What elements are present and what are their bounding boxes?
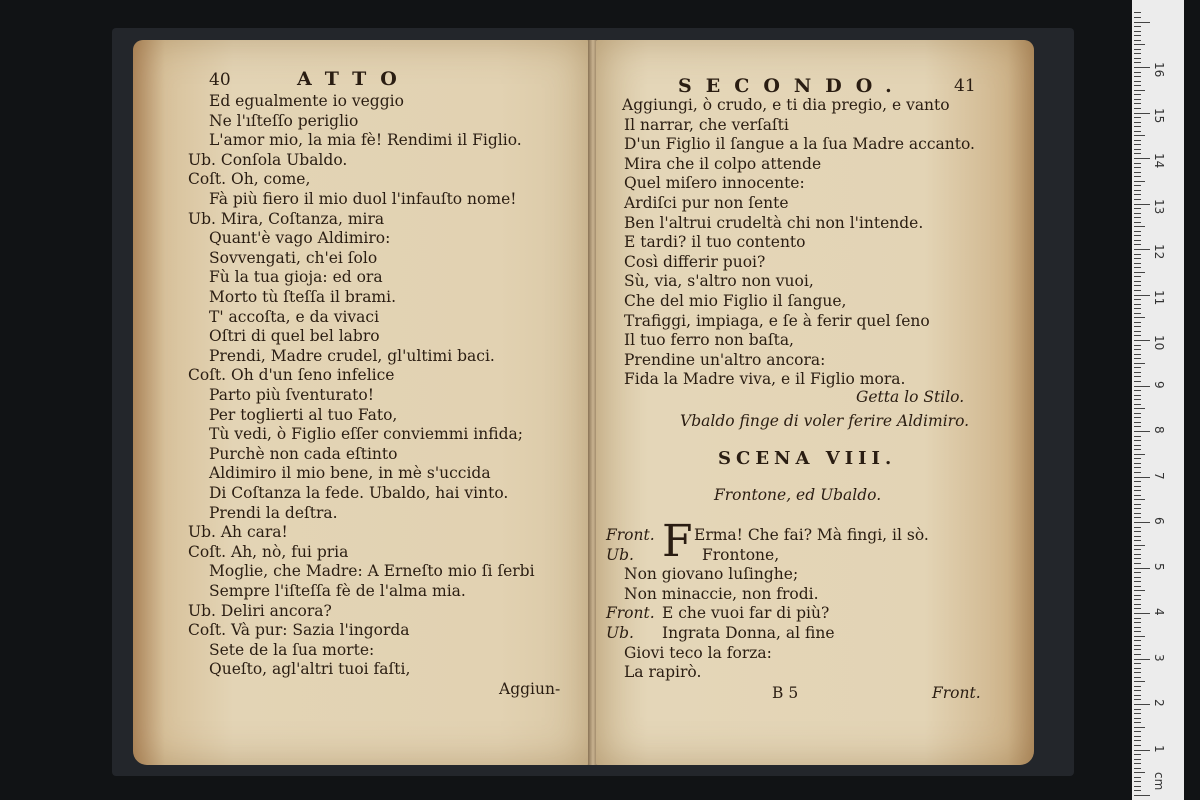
ruler-tick <box>1134 777 1141 778</box>
ruler-tick <box>1134 686 1141 687</box>
verse-line: Così differir puoi? <box>624 252 766 271</box>
ruler-tick <box>1134 517 1141 518</box>
ruler-tick <box>1134 709 1141 710</box>
right-page <box>596 40 1034 765</box>
speaker-label: Front. <box>606 526 655 544</box>
ruler-tick <box>1134 67 1150 68</box>
verse-line: Ub. Ah cara! <box>188 523 288 542</box>
ruler-tick <box>1134 140 1141 141</box>
ruler-tick <box>1134 263 1141 264</box>
ruler-tick <box>1134 649 1141 650</box>
ruler-tick <box>1134 713 1141 714</box>
ruler-tick <box>1134 317 1145 318</box>
verse-line: Per toglierti al tuo Fato, <box>209 405 398 424</box>
ruler-tick <box>1134 467 1141 468</box>
ruler-tick <box>1134 554 1141 555</box>
ruler-tick <box>1134 386 1150 387</box>
ruler-label: 10 <box>1152 335 1166 351</box>
ruler-label: 3 <box>1152 653 1166 662</box>
ruler-tick <box>1134 49 1141 50</box>
ruler-tick <box>1134 276 1141 277</box>
ruler-label: 6 <box>1152 517 1166 525</box>
page-number-left: 40 <box>209 70 231 90</box>
ruler-tick <box>1134 581 1141 582</box>
ruler-tick <box>1134 759 1141 760</box>
ruler-tick <box>1134 26 1141 27</box>
ruler-tick <box>1134 545 1145 546</box>
drop-cap: F <box>662 516 693 567</box>
speaker-label: Ub. <box>606 624 634 642</box>
ruler-tick <box>1134 326 1141 327</box>
verse-line: Sete de la ſua morte: <box>209 640 375 659</box>
ruler-tick <box>1134 772 1145 773</box>
ruler-tick <box>1134 486 1141 487</box>
ruler-label: 5 <box>1152 562 1166 571</box>
verse-line: Prendi, Madre crudel, gl'ultimi baci. <box>209 346 495 365</box>
ruler-tick <box>1134 40 1141 41</box>
catchword-right: Front. <box>932 684 981 702</box>
ruler-unit: cm <box>1152 772 1166 791</box>
ruler-tick <box>1134 240 1141 241</box>
ruler-tick <box>1134 595 1141 596</box>
ruler-tick <box>1134 781 1141 782</box>
ruler-tick <box>1134 90 1145 91</box>
ruler-tick <box>1134 413 1141 414</box>
ruler-tick <box>1134 122 1141 123</box>
ruler-tick <box>1134 627 1141 628</box>
verse-line: Coſt. Và pur: Sazia l'ingorda <box>188 621 410 640</box>
ruler-tick <box>1134 640 1141 641</box>
ruler-tick <box>1134 62 1141 63</box>
ruler-tick <box>1134 244 1141 245</box>
verse-line: Giovi teco la forza: <box>624 643 772 662</box>
ruler-tick <box>1134 249 1150 250</box>
ruler-tick <box>1134 290 1141 291</box>
measurement-ruler <box>1132 0 1184 800</box>
ruler-tick <box>1134 135 1145 136</box>
ruler-tick <box>1134 399 1141 400</box>
ruler-label: 13 <box>1152 198 1166 214</box>
ruler-label: 16 <box>1152 62 1166 78</box>
ruler-tick <box>1134 577 1141 578</box>
ruler-tick <box>1134 113 1150 114</box>
ruler-tick <box>1134 636 1145 637</box>
ruler-tick <box>1134 190 1141 191</box>
ruler-tick <box>1134 363 1145 364</box>
ruler-tick <box>1134 677 1141 678</box>
ruler-label: 9 <box>1152 380 1166 389</box>
ruler-tick <box>1134 185 1141 186</box>
ruler-tick <box>1134 504 1141 505</box>
ruler-label: 1 <box>1152 744 1166 753</box>
ruler-tick <box>1134 258 1141 259</box>
ruler-tick <box>1134 586 1141 587</box>
ruler-tick <box>1134 454 1145 455</box>
ruler-tick <box>1134 76 1141 77</box>
speaker-label: Ub. <box>606 545 634 564</box>
ruler-label: 12 <box>1152 244 1166 260</box>
ruler-tick <box>1134 481 1141 482</box>
ruler-tick <box>1134 477 1150 478</box>
ruler-tick <box>1134 768 1141 769</box>
ruler-tick <box>1134 103 1141 104</box>
ruler-tick <box>1134 35 1141 36</box>
ruler-tick <box>1134 508 1141 509</box>
ruler-tick <box>1134 381 1141 382</box>
ruler-tick <box>1134 81 1141 82</box>
ruler-tick <box>1134 94 1141 95</box>
ruler-tick <box>1134 153 1141 154</box>
ruler-tick <box>1134 672 1141 673</box>
stage-direction-1: Getta lo Stilo. <box>856 388 965 406</box>
ruler-tick <box>1134 345 1141 346</box>
ruler-tick <box>1134 222 1141 223</box>
ruler-tick <box>1134 44 1145 45</box>
ruler-tick <box>1134 572 1141 573</box>
ruler-tick <box>1134 126 1141 127</box>
ruler-tick <box>1134 654 1141 655</box>
verse-line: Ub. Conſola Ubaldo. <box>188 150 348 169</box>
verse-line: E che vuoi far di più? <box>662 604 830 623</box>
ruler-tick <box>1134 53 1141 54</box>
ruler-tick <box>1134 408 1145 409</box>
verse-line: Aldimiro il mio bene, in mè s'uccida <box>209 464 491 483</box>
ruler-tick <box>1134 358 1141 359</box>
ruler-tick <box>1134 622 1141 623</box>
ruler-tick <box>1134 522 1150 523</box>
verse-line: Prendine un'altro ancora: <box>624 350 826 369</box>
ruler-tick <box>1134 613 1150 614</box>
ruler-tick <box>1134 704 1150 705</box>
ruler-tick <box>1134 440 1141 441</box>
catchword-left: Aggiun- <box>499 680 561 698</box>
ruler-tick <box>1134 163 1141 164</box>
verse-line: Il narrar, che verſaſti <box>624 115 789 134</box>
ruler-tick <box>1134 558 1141 559</box>
verse-line: Non minaccie, non frodi. <box>624 584 819 603</box>
ruler-tick <box>1134 199 1141 200</box>
verse-line: Quant'è vago Aldimiro: <box>209 229 391 248</box>
ruler-tick <box>1134 213 1141 214</box>
ruler-tick <box>1134 390 1141 391</box>
verse-line: T' accoſta, e da vivaci <box>209 307 380 326</box>
ruler-tick <box>1134 149 1141 150</box>
verse-line: Purchè non cada eſtinto <box>209 444 398 463</box>
verse-line: Coſt. Oh, come, <box>188 170 311 189</box>
ruler-tick <box>1134 536 1141 537</box>
ruler-tick <box>1134 367 1141 368</box>
ruler-tick <box>1134 426 1141 427</box>
ruler-tick <box>1134 718 1141 719</box>
ruler-tick <box>1134 790 1141 791</box>
verse-line: Sù, via, s'altro non vuoi, <box>624 272 814 291</box>
ruler-tick <box>1134 631 1141 632</box>
ruler-tick <box>1134 208 1141 209</box>
ruler-tick <box>1134 699 1141 700</box>
ruler-tick <box>1134 108 1141 109</box>
ruler-tick <box>1134 795 1150 796</box>
ruler-tick <box>1134 158 1150 159</box>
ruler-tick <box>1134 495 1141 496</box>
ruler-tick <box>1134 194 1141 195</box>
ruler-tick <box>1134 681 1145 682</box>
verse-line: Oſtri di quel bel labro <box>209 327 380 346</box>
ruler-tick <box>1134 254 1141 255</box>
ruler-label: 11 <box>1152 289 1166 305</box>
ruler-tick <box>1134 663 1141 664</box>
ruler-tick <box>1134 72 1141 73</box>
ruler-tick <box>1134 304 1141 305</box>
ruler-tick <box>1134 445 1141 446</box>
ruler-tick <box>1134 740 1141 741</box>
ruler-label: 15 <box>1152 107 1166 123</box>
verse-line: Fà più fiero il mio duol l'infauſto nome! <box>209 190 517 208</box>
ruler-tick <box>1134 204 1150 205</box>
ruler-tick <box>1134 463 1141 464</box>
ruler-tick <box>1134 659 1150 660</box>
ruler-label: 7 <box>1152 471 1166 480</box>
verse-line: Morto tù ſteſſa il brami. <box>209 288 397 306</box>
ruler-tick <box>1134 58 1141 59</box>
verse-line: Ben l'altrui crudeltà chi non l'intende. <box>624 213 924 232</box>
speaker-label: Front. <box>606 604 655 623</box>
verse-line: La rapirò. <box>624 663 702 682</box>
verse-line: Queſto, agl'altri tuoi faſti, <box>209 660 411 679</box>
ruler-tick <box>1134 99 1141 100</box>
ruler-tick <box>1134 763 1141 764</box>
verse-line: Prendi la deſtra. <box>209 503 338 522</box>
ruler-tick <box>1134 458 1141 459</box>
ruler-tick <box>1134 417 1141 418</box>
ruler-tick <box>1134 599 1141 600</box>
ruler-tick <box>1134 395 1141 396</box>
ruler-tick <box>1134 372 1141 373</box>
ruler-tick <box>1134 285 1141 286</box>
ruler-tick <box>1134 295 1150 296</box>
running-head-right: SECONDO. <box>678 75 906 97</box>
ruler-label: 4 <box>1152 608 1166 616</box>
verse-line: Fida la Madre viva, e il Figlio mora. <box>624 370 906 389</box>
ruler-tick <box>1134 281 1141 282</box>
ruler-tick <box>1134 690 1141 691</box>
verse-line: Non giovano luſinghe; <box>624 565 799 584</box>
ruler-tick <box>1134 176 1141 177</box>
verse-line: Ub. Deliri ancora? <box>188 601 332 620</box>
scene-title: SCENA VIII. <box>718 448 897 469</box>
ruler-tick <box>1134 431 1150 432</box>
ruler-tick <box>1134 131 1141 132</box>
running-head-left: ATTO <box>297 68 411 90</box>
ruler-tick <box>1134 376 1141 377</box>
ruler-tick <box>1134 181 1145 182</box>
verse-line: E tardi? il tuo contento <box>624 233 806 252</box>
ruler-tick <box>1134 422 1141 423</box>
verse-line: Moglie, che Madre: A Erneſto mio ſi ſerbi <box>209 562 535 581</box>
verse-line: Trafiggi, impiaga, e ſe à ferir quel ſeno <box>624 311 930 330</box>
ruler-tick <box>1134 172 1141 173</box>
ruler-tick <box>1134 354 1141 355</box>
ruler-tick <box>1134 17 1141 18</box>
ruler-tick <box>1134 513 1141 514</box>
ruler-tick <box>1134 754 1141 755</box>
ruler-tick <box>1134 217 1141 218</box>
ruler-tick <box>1134 349 1141 350</box>
verse-line: Sempre l'iſteſſa fè de l'alma mia. <box>209 582 466 600</box>
ruler-tick <box>1134 549 1141 550</box>
ruler-tick <box>1134 340 1150 341</box>
verse-line: D'un Figlio il ſangue a la ſua Madre accanto. <box>624 135 975 154</box>
ruler-tick <box>1134 404 1141 405</box>
ruler-tick <box>1134 499 1145 500</box>
ruler-tick <box>1134 167 1141 168</box>
ruler-tick <box>1134 472 1141 473</box>
ruler-label: 8 <box>1152 426 1166 434</box>
ruler-tick <box>1134 231 1141 232</box>
scene-characters: Frontone, ed Ubaldo. <box>714 486 882 504</box>
ruler-tick <box>1134 731 1141 732</box>
ruler-tick <box>1134 299 1141 300</box>
page-number-right: 41 <box>954 76 976 96</box>
ruler-tick <box>1134 604 1141 605</box>
ruler-tick <box>1134 267 1141 268</box>
verse-line: L'amor mio, la mia fè! Rendimi il Figlio. <box>209 131 522 150</box>
ruler-tick <box>1134 531 1141 532</box>
ruler-tick <box>1134 645 1141 646</box>
ruler-tick <box>1134 226 1145 227</box>
ruler-tick <box>1134 12 1141 13</box>
verse-line: Coſt. Oh d'un ſeno infelice <box>188 366 395 385</box>
ruler-tick <box>1134 117 1141 118</box>
ruler-tick <box>1134 85 1141 86</box>
ruler-label: 14 <box>1152 153 1166 169</box>
ruler-tick <box>1134 668 1141 669</box>
stage-direction-2: Vbaldo finge di voler ferire Aldimiro. <box>680 412 970 430</box>
verse-line: Fù la tua gioja: ed ora <box>209 268 383 287</box>
ruler-tick <box>1134 695 1141 696</box>
ruler-label: 2 <box>1152 699 1166 707</box>
verse-line: Ub. Mira, Coſtanza, mira <box>188 209 385 228</box>
verse-line: Coſt. Ah, nò, fui pria <box>188 542 349 561</box>
ruler-tick <box>1134 590 1145 591</box>
ruler-tick <box>1134 727 1145 728</box>
ruler-tick <box>1134 540 1141 541</box>
verse-line: Sovvengati, ch'ei ſolo <box>209 248 378 267</box>
ruler-tick <box>1134 335 1141 336</box>
signature-mark: B 5 <box>772 684 799 702</box>
verse-line: Mira che il colpo attende <box>624 154 822 173</box>
ruler-tick <box>1134 527 1141 528</box>
ruler-tick <box>1134 313 1141 314</box>
verse-line: Il tuo ferro non baſta, <box>624 331 794 350</box>
ruler-tick <box>1134 436 1141 437</box>
ruler-tick <box>1134 745 1141 746</box>
verse-line: Aggiungi, ò crudo, e ti dia pregio, e vanto <box>622 96 950 114</box>
verse-line: Quel miſero innocente: <box>624 174 805 193</box>
ruler-tick <box>1134 449 1141 450</box>
verse-line: Ed egualmente io veggio <box>209 92 404 110</box>
ruler-tick <box>1134 618 1141 619</box>
verse-line: Erma! Che fai? Mà fingi, il sò. <box>694 526 929 544</box>
verse-line: Ardiſci pur non ſente <box>624 194 789 212</box>
verse-line: Di Coſtanza la fede. Ubaldo, hai vinto. <box>209 484 509 502</box>
ruler-tick <box>1134 22 1150 23</box>
ruler-tick <box>1134 736 1141 737</box>
ruler-tick <box>1134 490 1141 491</box>
verse-line: Che del mio Figlio il ſangue, <box>624 292 847 310</box>
ruler-tick <box>1134 308 1141 309</box>
left-page <box>133 40 589 765</box>
verse-line: Ne l'ıſteſſo periglio <box>209 111 359 130</box>
ruler-tick <box>1134 331 1141 332</box>
verse-line: Tù vedi, ò Figlio eſſer conviemmi infida; <box>209 425 523 444</box>
ruler-tick <box>1134 722 1141 723</box>
verse-line: Ingrata Donna, al fine <box>662 624 835 642</box>
ruler-tick <box>1134 568 1150 569</box>
ruler-tick <box>1134 563 1141 564</box>
ruler-tick <box>1134 608 1141 609</box>
ruler-tick <box>1134 144 1141 145</box>
verse-line: Parto più ſventurato! <box>209 386 374 404</box>
ruler-tick <box>1134 750 1150 751</box>
ruler-tick <box>1134 322 1141 323</box>
ruler-tick <box>1134 31 1141 32</box>
verse-line: Frontone, <box>702 545 780 564</box>
ruler-tick <box>1134 786 1141 787</box>
ruler-tick <box>1134 272 1145 273</box>
ruler-tick <box>1134 235 1141 236</box>
